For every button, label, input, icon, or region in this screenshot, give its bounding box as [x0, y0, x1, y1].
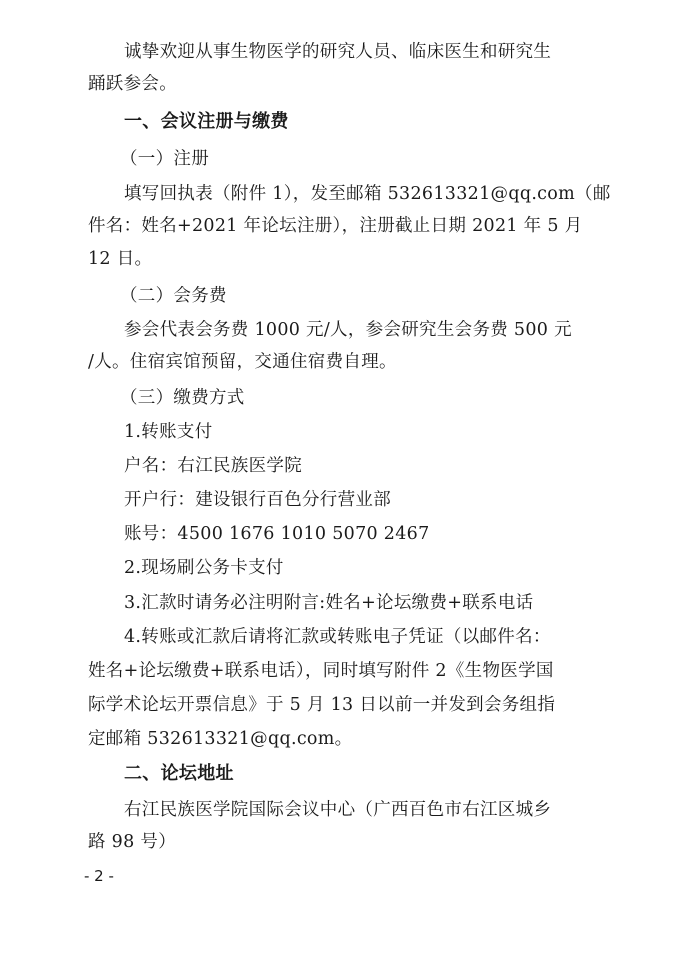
payment-item-4-line-4: 定邮箱 532613321@qq.com。 [88, 729, 353, 749]
sub3-title: （三）缴费方式 [120, 388, 245, 408]
sub2-text-line-1: 参会代表会务费 1000 元/人，参会研究生会务费 500 元 [124, 320, 572, 340]
payment-item-2: 2.现场刷公务卡支付 [124, 558, 284, 578]
sub2-title: （二）会务费 [120, 286, 227, 306]
section1-heading: 一、会议注册与缴费 [124, 111, 289, 132]
bank-name: 开户行：建设银行百色分行营业部 [124, 490, 391, 510]
sub1-title: （一）注册 [120, 149, 209, 169]
payment-item-3: 3.汇款时请务必注明附言:姓名+论坛缴费+联系电话 [124, 593, 534, 613]
payment-item-1: 1.转账支付 [124, 422, 213, 442]
address-line-1: 右江民族医学院国际会议中心（广西百色市右江区城乡 [124, 800, 552, 820]
page-number: - 2 - [84, 867, 114, 885]
section2-heading: 二、论坛地址 [124, 763, 234, 784]
intro-line-1: 诚挚欢迎从事生物医学的研究人员、临床医生和研究生 [124, 42, 552, 62]
sub1-text-line-3: 12 日。 [88, 249, 153, 269]
account-name: 户名：右江民族医学院 [124, 456, 302, 476]
address-line-2: 路 98 号） [88, 832, 176, 852]
sub1-text-line-1: 填写回执表（附件 1），发至邮箱 532613321@qq.com（邮 [124, 184, 611, 204]
account-number: 账号：4500 1676 1010 5070 2467 [124, 524, 430, 544]
payment-item-4-line-2: 姓名+论坛缴费+联系电话），同时填写附件 2《生物医学国 [88, 661, 554, 681]
payment-item-4-line-3: 际学术论坛开票信息》于 5 月 13 日以前一并发到会务组指 [88, 695, 556, 715]
intro-line-2: 踊跃参会。 [88, 74, 177, 94]
sub1-text-line-2: 件名：姓名+2021 年论坛注册），注册截止日期 2021 年 5 月 [88, 216, 583, 236]
sub2-text-line-2: /人。住宿宾馆预留，交通住宿费自理。 [88, 352, 397, 372]
payment-item-4-line-1: 4.转账或汇款后请将汇款或转账电子凭证（以邮件名： [124, 627, 551, 647]
